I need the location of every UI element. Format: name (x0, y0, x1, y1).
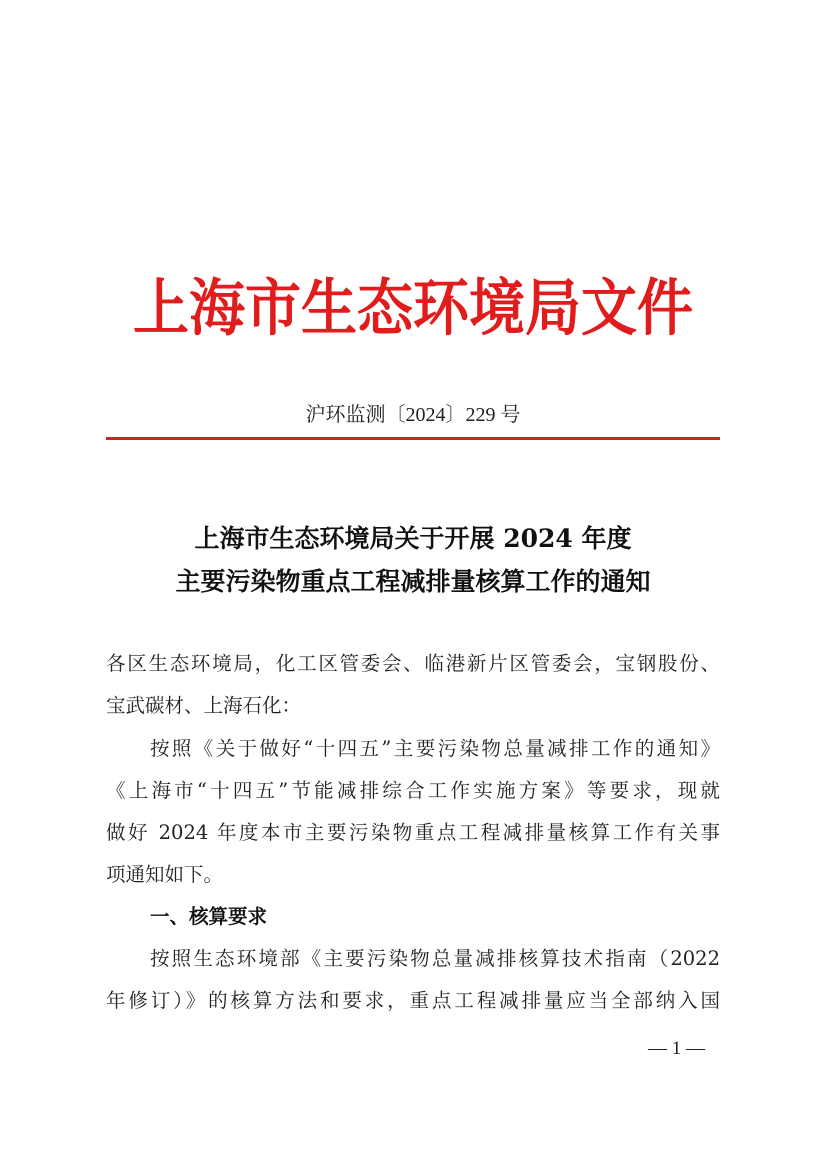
red-separator-line (106, 437, 720, 440)
page-number: — 1 — (648, 1038, 705, 1059)
body-line: 年修订）》的核算方法和要求，重点工程减排量应当全部纳入国 (106, 989, 720, 1012)
notice-title-line-2: 主要污染物重点工程减排量核算工作的通知 (175, 567, 651, 596)
body-line: 各区生态环境局，化工区管委会、临港新片区管委会，宝钢股份、 (106, 652, 720, 675)
body-line: 项通知如下。 (106, 863, 224, 886)
body-line: 按照《关于做好“十四五”主要污染物总量减排工作的通知》 (150, 737, 720, 760)
masthead-title: 上海市生态环境局文件 (133, 271, 693, 345)
body-line: 按照生态环境部《主要污染物总量减排核算技术指南（2022 (150, 947, 720, 970)
body-line: 做好 2024 年度本市主要污染物重点工程减排量核算工作有关事 (106, 821, 720, 844)
notice-title-line-1: 上海市生态环境局关于开展 2024 年度 (194, 524, 632, 553)
document-number: 沪环监测〔2024〕229 号 (305, 404, 521, 426)
body-line: 宝武碳材、上海石化： (106, 694, 302, 717)
section-heading: 一、核算要求 (150, 905, 268, 928)
body-line: 《上海市“十四五”节能减排综合工作实施方案》等要求，现就 (106, 779, 720, 802)
